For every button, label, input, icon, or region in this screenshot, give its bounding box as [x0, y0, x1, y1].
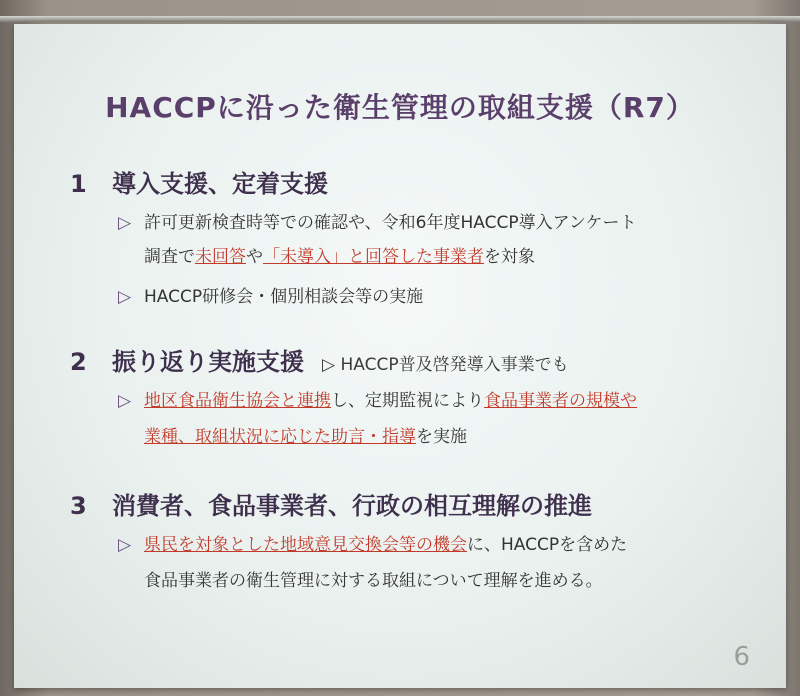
page-number: 6: [733, 642, 750, 672]
section-2-bullet-1: [118, 384, 637, 418]
bullet-text: を対象: [484, 247, 535, 267]
section-1-heading: [70, 164, 328, 199]
section-1-number: 1: [70, 170, 87, 198]
highlight-text: 業種、取組状況に応じた助言・指導: [144, 427, 416, 447]
section-3-heading: [70, 486, 592, 521]
highlight-text: 地区食品衛生協会と連携: [144, 391, 331, 411]
section-1-bullet-1-cont: [144, 240, 535, 274]
bullet-text: HACCP研修会・個別相談会等の実施: [144, 287, 424, 307]
bullet-arrow-icon: ▷: [118, 287, 132, 307]
bullet-text: 調査で: [144, 247, 195, 267]
highlight-text: 県民を対象とした地域意見交換会等の機会: [144, 535, 467, 555]
section-2-note: ▷ HACCP普及啓発導入事業でも: [322, 355, 569, 375]
section-3-bullet-1-cont: [144, 564, 603, 598]
section-2-number: 2: [70, 348, 87, 376]
bullet-text: や: [246, 247, 263, 267]
section-3-title: 消費者、食品事業者、行政の相互理解の推進: [112, 492, 592, 520]
highlight-text: 食品事業者の規模や: [484, 391, 637, 411]
bullet-text: し、定期監視により: [331, 391, 484, 411]
projection-screen: [14, 24, 786, 688]
bullet-text: 許可更新検査時等での確認や、令和6年度HACCP導入アンケート: [144, 213, 637, 233]
highlight-text: 「未導入」と回答した事業者: [263, 247, 484, 267]
bullet-text: を実施: [416, 427, 467, 447]
screen-rail: [0, 16, 800, 22]
bullet-text: 食品事業者の衛生管理に対する取組について理解を進める。: [144, 571, 603, 591]
section-2-title: 振り返り実施支援: [112, 348, 304, 376]
section-3-number: 3: [70, 492, 87, 520]
bullet-arrow-icon: ▷: [118, 535, 132, 555]
bullet-text: に、HACCPを含めた: [467, 535, 628, 555]
section-1-bullet-1: [118, 206, 637, 240]
section-1-bullet-2: [118, 280, 423, 314]
bullet-arrow-icon: ▷: [118, 391, 132, 411]
section-2-bullet-1-cont: [144, 420, 467, 454]
highlight-text: 未回答: [195, 247, 246, 267]
section-3-bullet-1: [118, 528, 627, 562]
slide-title: HACCPに沿った衛生管理の取組支援（R7）: [105, 91, 695, 124]
section-2-heading: [70, 342, 569, 377]
section-1-title: 導入支援、定着支援: [112, 170, 328, 198]
bullet-arrow-icon: ▷: [118, 213, 132, 233]
